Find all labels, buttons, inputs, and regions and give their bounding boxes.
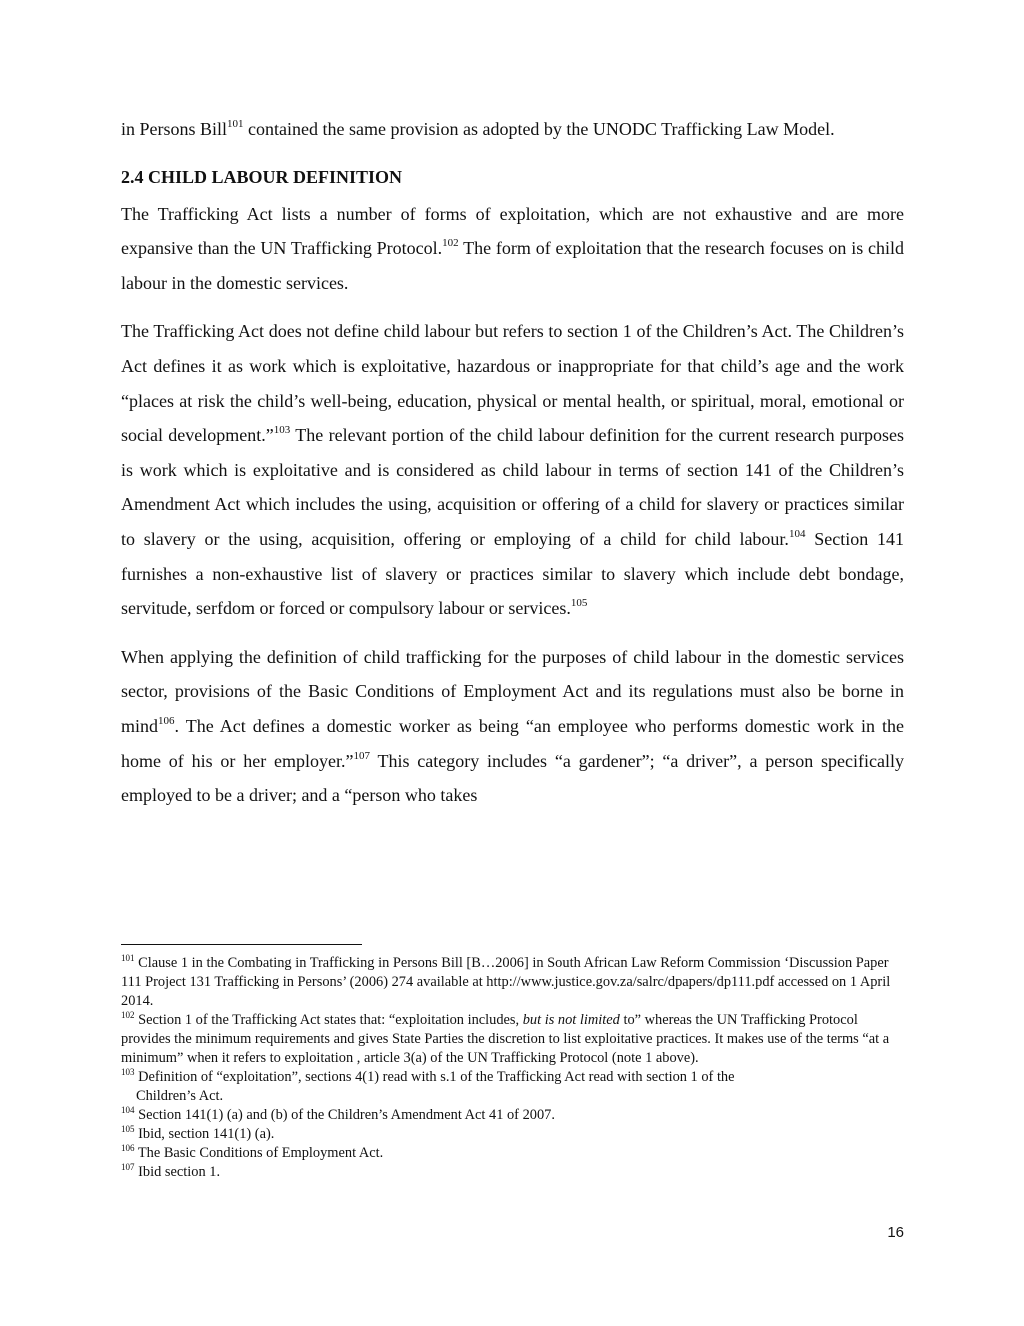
footnote-divider [121,944,362,945]
page-number: 16 [887,1224,904,1241]
footnote-ref-105[interactable]: 105 [570,597,588,610]
footnote-104: $^{104}$ Section 141(1) (a) and (b) of the Children’s Amendment Act 41 of 2007. [121,1105,555,1123]
paragraph-3: The Trafficking Act does not define child labour but refers to section 1 of the Children’s Act. The Children’s Act defines it as work which is exploitative, hazardous or inappropriate for that child’s age and the work “places at risk the child’s well-being, education, physical or mental health, or spiritual, moral, emotional or social development.”$^{103}$ The relevant portion of the child labour definition for the current research purposes is work which is exploitative and is considered as child labour in terms of section 141 of the Children’s Amendment Act which includes the using, acquisition or offering of a child for slavery or practices similar to slavery or the using, acquisition, offering or employing of a child for child labour.$^{104}$ Section 141 furnishes a non-exhaustive list of slavery or practices similar to slavery which include debt bondage, servitude, serfdom or forced or compulsory labour or services.$^{105}$ [121,321,904,619]
footnote-ref-106[interactable]: 106 [158,714,175,727]
footnotes [121,954,904,1182]
footnote-101: $^{101}$ Clause 1 in the Combating in Trafficking in Persons Bill [B…2006] in South African Law Reform Commission ‘Discussion Paper 111 Project 131 Trafficking in Persons’ (2006) 274 available at http://www.justice.gov.za/salrc/dpapers/dp111.pdf accessed on 1 April 2014. [121,953,891,1009]
footnote-ref-104[interactable]: 104 [788,527,806,540]
paragraph-4: When applying the definition of child trafficking for the purposes of child labour in the domestic services sector, provisions of the Basic Conditions of Employment Act and its regulations must also be borne in mind$^{106}$. The Act defines a domestic worker as being “an employee who performs domestic work in the home of his or her employer.”$^{107}$ This category includes “a gardener”; “a driver”, a person specifically employed to be a driver; and a “person who takes [121,646,904,806]
footnote-105: $^{105}$ Ibid, section 141(1) (a). [121,1124,275,1142]
footnote-ref-101[interactable]: 101 [227,118,244,130]
footnote-106: $^{106}$ The Basic Conditions of Employment Act. [121,1143,384,1161]
footnote-ref-102[interactable]: 102 [442,237,459,250]
footnote-ref-107[interactable]: 107 [353,749,370,762]
footnote-102: $^{102}$ Section 1 of the Trafficking Act states that: “exploitation includes, but is not limited to” whereas the UN Trafficking Protocol provides the minimum requirements and gives State Parties the discretion to list exploitative practices. It makes use of the terms “at a minimum” when it refers to exploitation , article 3(a) of the UN Trafficking Protocol (note 1 above). [121,1010,890,1066]
section-heading: 2.4 CHILD LABOUR DEFINITION [121,166,403,187]
paragraph-1: in Persons Bill$^{101}$ contained the same provision as adopted by the UNODC Trafficking Law Model. [121,118,835,139]
footnote-103-continued: Children’s Act. [136,1088,224,1104]
document-body [121,112,904,813]
footnote-103: $^{103}$ Definition of “exploitation”, sections 4(1) read with s.1 of the Trafficking Act read with section 1 of the [121,1067,735,1085]
footnote-107: $^{107}$ Ibid section 1. [121,1162,221,1180]
footnote-ref-103[interactable]: 103 [273,424,291,437]
paragraph-2: The Trafficking Act lists a number of forms of exploitation, which are not exhaustive and are more expansive than the UN Trafficking Protocol.$^{102}$ The form of exploitation that the research focuses on is child labour in the domestic services. [121,203,904,293]
